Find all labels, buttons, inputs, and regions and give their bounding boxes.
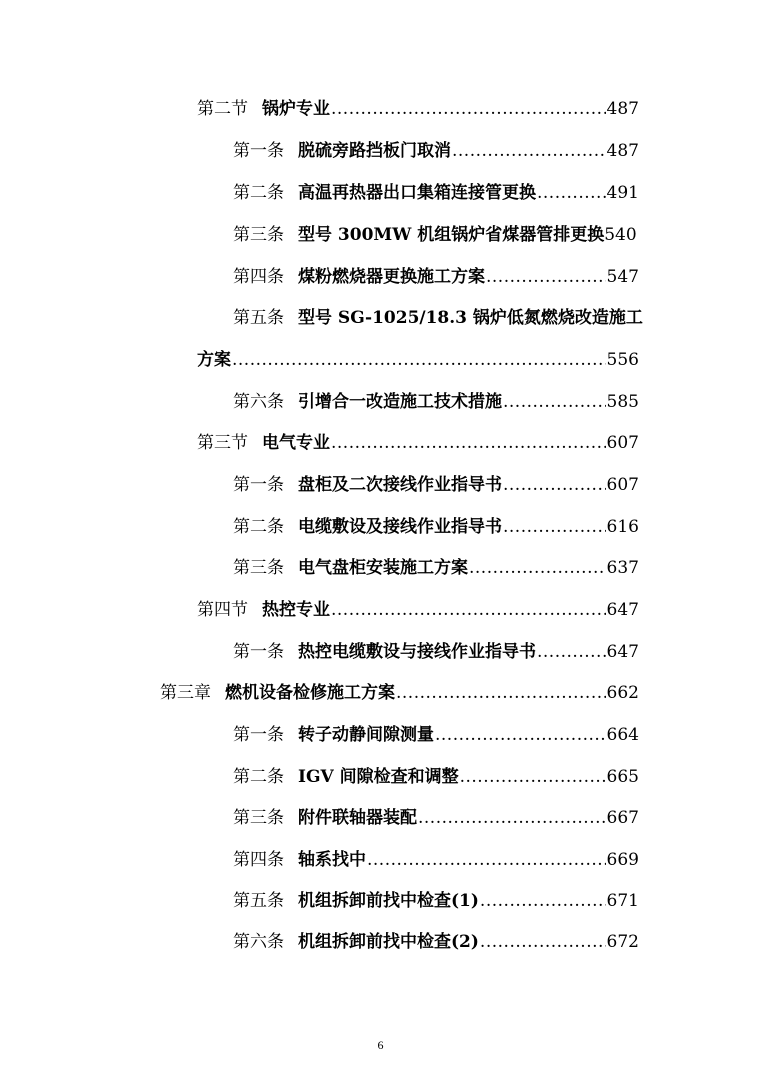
toc-entry-article[interactable] xyxy=(233,516,639,538)
dot-leader xyxy=(503,516,606,538)
entry-number: 第五条 xyxy=(233,308,284,328)
entry-number: 第五条 xyxy=(233,891,284,911)
entry-page-number: 669 xyxy=(606,850,639,870)
entry-number: 第三节 xyxy=(197,433,248,453)
toc-entry-section[interactable] xyxy=(197,98,639,120)
entry-title: 机组拆卸前找中检查(2) xyxy=(298,932,479,952)
dot-leader xyxy=(480,931,606,953)
entry-title: 热控专业 xyxy=(262,600,330,620)
entry-page-number: 616 xyxy=(606,517,639,537)
toc-entry-article[interactable] xyxy=(233,307,643,329)
entry-number: 第一条 xyxy=(233,725,284,745)
entry-page-number: 664 xyxy=(606,725,639,745)
entry-title: 轴系找中 xyxy=(298,850,366,870)
entry-title: 锅炉专业 xyxy=(262,99,330,119)
entry-page-number: 540 xyxy=(604,225,637,245)
entry-number: 第二节 xyxy=(197,99,248,119)
entry-page-number: 662 xyxy=(606,683,639,703)
toc-entry-article[interactable] xyxy=(233,474,639,496)
toc-entry-article[interactable] xyxy=(233,182,639,204)
entry-page-number: 487 xyxy=(606,141,639,161)
entry-page-number: 665 xyxy=(606,767,639,787)
entry-page-number: 607 xyxy=(606,475,639,495)
entry-title: 煤粉燃烧器更换施工方案 xyxy=(298,267,485,287)
entry-number: 第二条 xyxy=(233,517,284,537)
dot-leader xyxy=(503,474,606,496)
entry-title: 高温再热器出口集箱连接管更换 xyxy=(298,183,536,203)
dot-leader xyxy=(460,766,606,788)
entry-page-number: 647 xyxy=(606,642,639,662)
dot-leader xyxy=(435,724,606,746)
entry-title: 型号 300MW 机组锅炉省煤器管排更换 xyxy=(298,225,605,245)
entry-page-number: 672 xyxy=(606,932,639,952)
dot-leader xyxy=(480,890,606,912)
entry-number: 第四条 xyxy=(233,267,284,287)
entry-title: 热控电缆敷设与接线作业指导书 xyxy=(298,642,536,662)
entry-page-number: 637 xyxy=(606,558,639,578)
toc-entry-continuation[interactable] xyxy=(197,349,639,371)
entry-title: 燃机设备检修施工方案 xyxy=(225,683,395,703)
dot-leader xyxy=(232,349,606,371)
dot-leader xyxy=(418,807,606,829)
entry-page-number: 607 xyxy=(606,433,639,453)
entry-page-number: 491 xyxy=(606,183,639,203)
toc-entry-article[interactable] xyxy=(233,931,639,953)
dot-leader xyxy=(452,140,606,162)
toc-entry-article[interactable] xyxy=(233,724,639,746)
entry-title: 电气盘柜安装施工方案 xyxy=(298,558,468,578)
entry-title: 机组拆卸前找中检查(1) xyxy=(298,891,479,911)
dot-leader xyxy=(503,391,606,413)
entry-number: 第三条 xyxy=(233,558,284,578)
entry-title: 电气专业 xyxy=(262,433,330,453)
entry-page-number: 547 xyxy=(606,267,639,287)
dot-leader xyxy=(331,599,606,621)
dot-leader xyxy=(537,182,606,204)
entry-number: 第四条 xyxy=(233,850,284,870)
dot-leader xyxy=(469,557,606,579)
entry-page-number: 487 xyxy=(606,99,639,119)
toc-entry-article[interactable] xyxy=(233,224,639,246)
entry-number: 第二条 xyxy=(233,183,284,203)
dot-leader xyxy=(367,849,606,871)
toc-entry-chapter[interactable] xyxy=(160,682,639,704)
toc-entry-article[interactable] xyxy=(233,807,639,829)
entry-title: 盘柜及二次接线作业指导书 xyxy=(298,475,502,495)
entry-page-number: 556 xyxy=(606,350,639,370)
toc-entry-article[interactable] xyxy=(233,641,639,663)
entry-page-number: 667 xyxy=(606,808,639,828)
entry-number: 第四节 xyxy=(197,600,248,620)
entry-title: 附件联轴器装配 xyxy=(298,808,417,828)
entry-title-continuation: 方案 xyxy=(197,350,231,370)
dot-leader xyxy=(486,266,606,288)
entry-number: 第三条 xyxy=(233,808,284,828)
footer-page-number: 6 xyxy=(377,1038,384,1052)
toc-entry-article[interactable] xyxy=(233,391,639,413)
entry-page-number: 671 xyxy=(606,891,639,911)
toc-entry-article[interactable] xyxy=(233,849,639,871)
entry-number: 第三章 xyxy=(160,683,211,703)
entry-page-number: 585 xyxy=(606,392,639,412)
entry-title: IGV 间隙检查和调整 xyxy=(298,767,459,787)
entry-title: 电缆敷设及接线作业指导书 xyxy=(298,517,502,537)
entry-number: 第一条 xyxy=(233,141,284,161)
entry-title: 引增合一改造施工技术措施 xyxy=(298,392,502,412)
entry-number: 第六条 xyxy=(233,392,284,412)
toc-entry-article[interactable] xyxy=(233,140,639,162)
dot-leader xyxy=(331,432,606,454)
entry-number: 第一条 xyxy=(233,642,284,662)
entry-number: 第一条 xyxy=(233,475,284,495)
toc-entry-article[interactable] xyxy=(233,557,639,579)
entry-title: 型号 SG-1025/18.3 锅炉低氮燃烧改造施工 xyxy=(298,308,643,328)
toc-entry-article[interactable] xyxy=(233,266,639,288)
dot-leader xyxy=(396,682,606,704)
entry-number: 第三条 xyxy=(233,225,284,245)
entry-number: 第二条 xyxy=(233,767,284,787)
toc-entry-section[interactable] xyxy=(197,432,639,454)
toc-entry-section[interactable] xyxy=(197,599,639,621)
toc-entry-article[interactable] xyxy=(233,890,639,912)
dot-leader xyxy=(537,641,606,663)
dot-leader xyxy=(331,98,606,120)
entry-page-number: 647 xyxy=(606,600,639,620)
entry-title: 脱硫旁路挡板门取消 xyxy=(298,141,451,161)
entry-number: 第六条 xyxy=(233,932,284,952)
toc-entry-article[interactable] xyxy=(233,766,639,788)
entry-title: 转子动静间隙测量 xyxy=(298,725,434,745)
